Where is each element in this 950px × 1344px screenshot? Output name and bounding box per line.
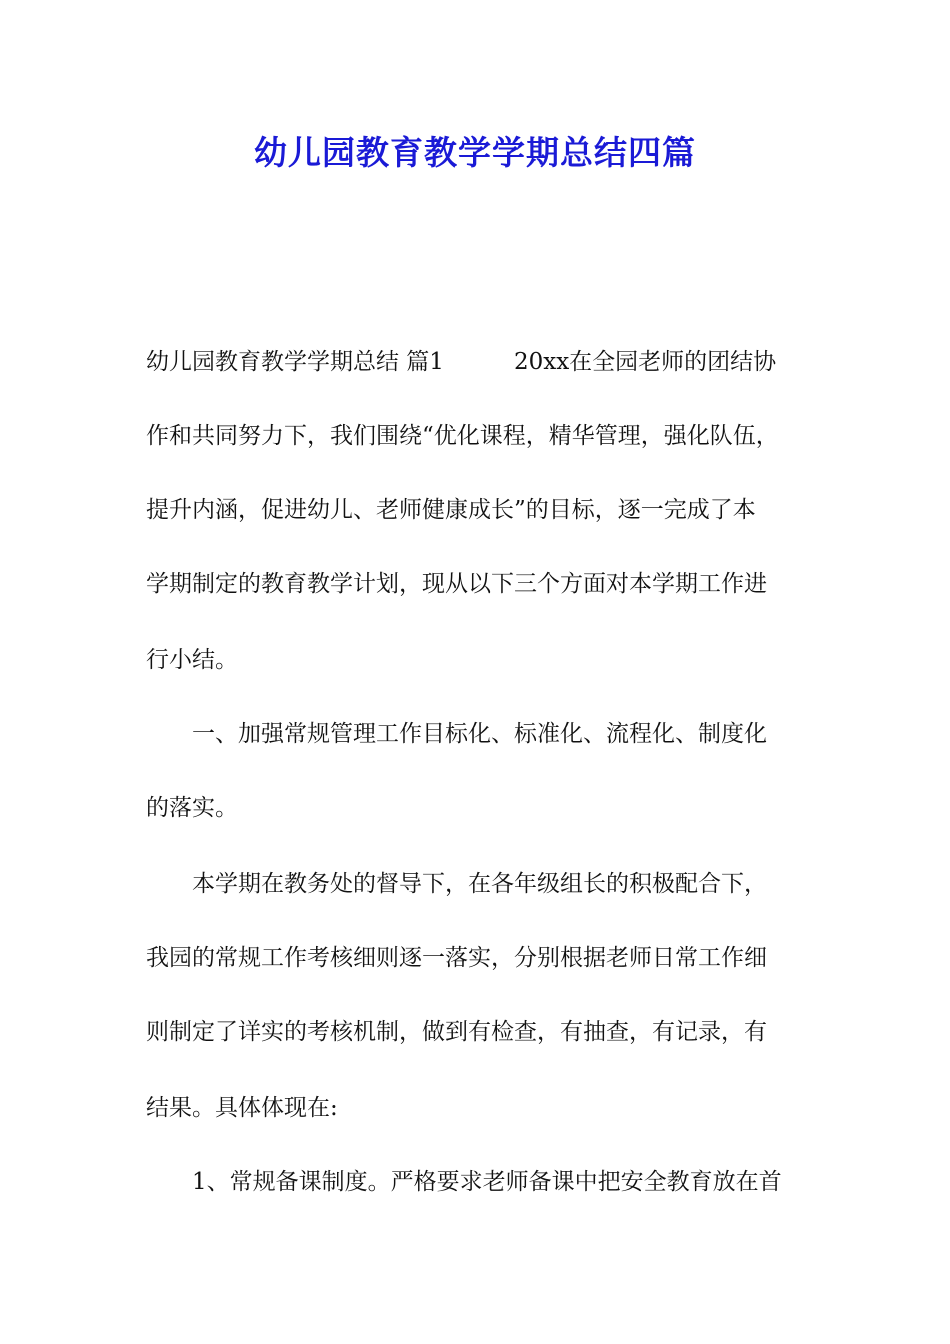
paragraph-line-5: 行小结。 — [146, 647, 238, 673]
paragraph-line-2: 作和共同努力下，我们围绕“优化课程，精华管理，强化队伍， — [146, 423, 779, 449]
paragraph-line-8: 则制定了详实的考核机制，做到有检查，有抽查，有记录，有 — [146, 1019, 767, 1045]
section-heading-inline: 幼儿园教育教学学期总结 篇1 — [146, 349, 444, 375]
paragraph-line-6: 本学期在教务处的督导下，在各年级组长的积极配合下， — [192, 871, 767, 897]
document-title: 幼儿园教育教学学期总结四篇 — [254, 133, 696, 172]
paragraph-line-7: 我园的常规工作考核细则逐一落实，分别根据老师日常工作细 — [146, 945, 767, 971]
paragraph-line-1 — [146, 344, 776, 380]
list-item-line-1: 1、常规备课制度。严格要求老师备课中把安全教育放在首 — [192, 1169, 782, 1195]
paragraph-line-4: 学期制定的教育教学计划，现从以下三个方面对本学期工作进 — [146, 571, 767, 597]
section-heading-line-2: 的落实。 — [146, 795, 238, 821]
paragraph-text: 20xx在全园老师的团结协 — [513, 349, 777, 375]
paragraph-line-3: 提升内涵，促进幼儿、老师健康成长”的目标，逐一完成了本 — [146, 497, 756, 523]
paragraph-line-9: 结果。具体体现在: — [146, 1095, 338, 1121]
section-heading-line-1: 一、加强常规管理工作目标化、标准化、流程化、制度化 — [192, 721, 767, 747]
